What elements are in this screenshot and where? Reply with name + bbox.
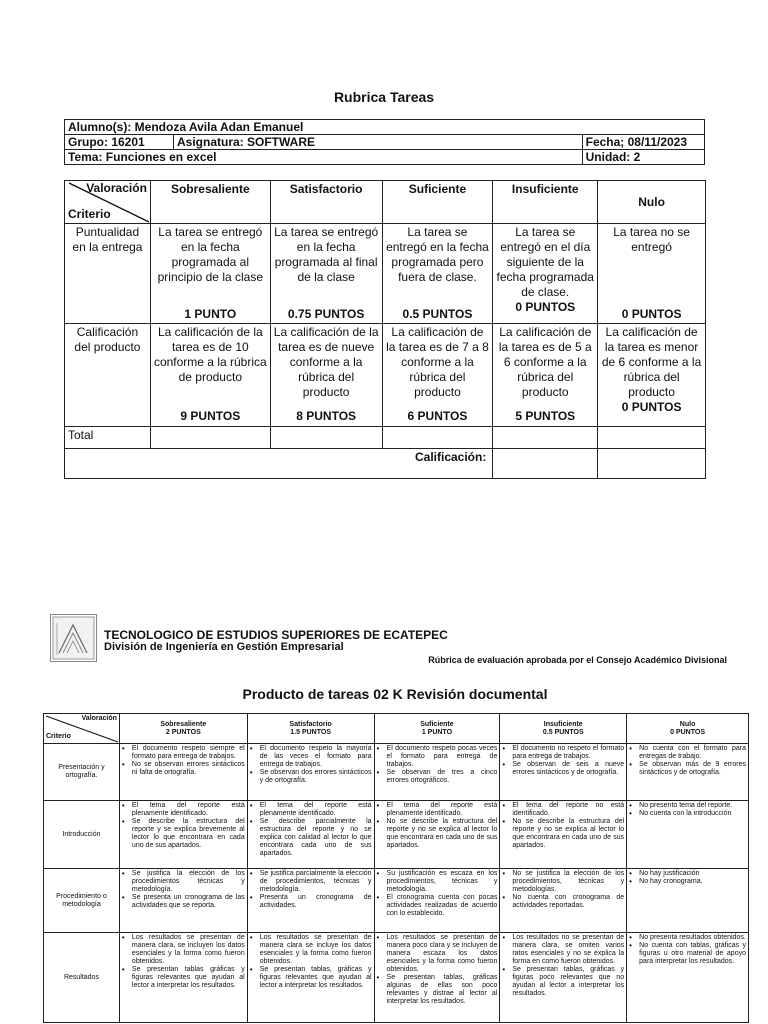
bullet-list xyxy=(250,934,372,990)
rubric-cell xyxy=(247,933,374,1023)
table-row xyxy=(44,801,749,869)
total-cell xyxy=(150,427,270,449)
rubric-body xyxy=(44,744,749,1023)
list-item: • Se describe parcialmente la estructura del reporte y no se explica con calidad al lector lo que encontrara cada uno de sus apartados. xyxy=(250,818,372,858)
bullet-list xyxy=(377,802,498,850)
list-item: • Su justificación es escaza en los procedimientos, técnicas y metodología. xyxy=(377,870,498,894)
cell-points: 1 PUNTO xyxy=(184,307,237,321)
cell-text: La calificación de la tarea es de 10 conforme a la rúbrica de producto xyxy=(153,325,267,384)
criterion-calificacion: Calificación del producto xyxy=(65,324,151,427)
rubric-cell xyxy=(493,324,598,427)
rubric-cell xyxy=(270,224,382,324)
list-item: • No hay justificación xyxy=(629,870,746,878)
approval-note: Rúbrica de evaluación aprobada por el Consejo Académico Divisional xyxy=(428,655,727,665)
rubric-cell xyxy=(493,224,598,324)
bullet-list xyxy=(122,870,245,910)
bullet-list xyxy=(629,802,746,818)
cell-points: 0 PUNTOS xyxy=(515,300,576,314)
list-item: • Se observan de tres a cinco errores ortográficos. xyxy=(377,769,498,785)
list-item: • No presenta resultados obtenidos. xyxy=(629,934,746,942)
list-item: • No presento tema del reporte. xyxy=(629,802,746,810)
header-insuficiente xyxy=(500,714,627,744)
logo-emblem-icon xyxy=(51,615,96,661)
header-points: 1 PUNTO xyxy=(421,728,453,736)
list-item: • No se justifica la elección de los procedimientos, técnicas y metodologías. xyxy=(502,870,624,894)
list-item: • El tema del reporte está plenamente identificado. xyxy=(122,802,245,818)
bullet-list xyxy=(502,870,624,910)
rubric-cell xyxy=(374,933,500,1023)
cell-text: La tarea se entregó en el día siguiente de la fecha programada de clase. xyxy=(496,225,594,299)
rubric-cell xyxy=(247,869,374,933)
header-insuficiente: Insuficiente xyxy=(493,181,598,224)
bullet-list xyxy=(250,870,372,910)
bullet-list xyxy=(629,745,746,777)
rubric-cell xyxy=(500,869,627,933)
header-satisfactorio xyxy=(247,714,374,744)
rubric-cell xyxy=(247,744,374,801)
rubric-cell xyxy=(627,801,749,869)
list-item: • Se presentan tablas, gráficas algunas de ellas son poco relevantes y distrae al lector al interpretar los resultados. xyxy=(377,974,498,1006)
list-item: • El tema del reporte está plenamente identificado. xyxy=(250,802,372,818)
document-title: Producto de tareas 02 K Revisión documental xyxy=(242,686,548,702)
header-name: Sobresaliente xyxy=(160,720,207,728)
bullet-list xyxy=(377,934,498,1006)
cell-points: 8 PUNTOS xyxy=(296,409,357,423)
list-item: • Se observan más de 9 errores sintácticos y de ortografía. xyxy=(629,761,746,777)
rubric-cell xyxy=(119,933,247,1023)
list-item: • No cuenta con el formato para entregas de trabajo. xyxy=(629,745,746,761)
rubric-cell xyxy=(374,801,500,869)
rubric-cell xyxy=(270,324,382,427)
total-cell xyxy=(493,427,598,449)
list-item: • Se observan de seis a nueve errores sintácticos y de ortografía. xyxy=(502,761,624,777)
rubric-cell xyxy=(500,801,627,869)
institution-logo xyxy=(50,614,97,662)
list-item: • El documento no respeto el formato para entrega de trabajos. xyxy=(502,745,624,761)
list-item: • No se observan errores sintácticos ni falta de ortografía. xyxy=(122,761,245,777)
document-rubric-table xyxy=(43,713,749,1023)
grade-value xyxy=(493,449,598,479)
institution-name: TECNOLOGICO DE ESTUDIOS SUPERIORES DE ECATEPEC xyxy=(104,628,448,642)
bullet-list xyxy=(502,934,624,998)
grade-label: Calificación: xyxy=(65,449,493,479)
list-item: • No cuenta con la introducción xyxy=(629,810,746,818)
total-cell xyxy=(382,427,493,449)
rubric-cell xyxy=(382,224,493,324)
list-item: • Se presentan tablas, gráficas y figuras relevantes que ayudan al lector a interpretar los resultados. xyxy=(250,966,372,990)
header-suficiente xyxy=(374,714,500,744)
list-item: • Los resultados se presentan de manera clara se incluye los datos esenciales y la forma como fueron obtenidos. xyxy=(250,934,372,966)
valuation-label: Valoración xyxy=(81,715,117,722)
rubric-cell xyxy=(374,744,500,801)
bullet-list xyxy=(250,745,372,785)
rubric-cell xyxy=(627,869,749,933)
rubric-cell xyxy=(627,933,749,1023)
rubric-cell xyxy=(500,933,627,1023)
list-item: • El documento respeto siempre el formato para entrega de trabajos. xyxy=(122,745,245,761)
bullet-list xyxy=(629,934,746,966)
cell-text: La tarea se entregó en la fecha programada al principio de la clase xyxy=(157,225,264,284)
cell-points: 0.5 PUNTOS xyxy=(402,307,473,321)
list-item: • El tema del reporte está plenamente identificado. xyxy=(377,802,498,818)
list-item: • El cronograma cuenta con pocas actividades realizadas de acuerdo con lo establecido. xyxy=(377,894,498,918)
header-name: Nulo xyxy=(679,720,696,728)
student-name: Alumno(s): Mendoza Avila Adan Emanuel xyxy=(65,120,705,135)
rubric-cell xyxy=(150,224,270,324)
cell-points: 0.75 PUNTOS xyxy=(287,307,365,321)
header-name: Satisfactorio xyxy=(289,720,332,728)
list-item: • Se presentan tablas, gráficas y figuras poco relevantes que no ayudan al lector a interpretar los resultados. xyxy=(502,966,624,998)
rubric-cell xyxy=(598,224,706,324)
total-cell xyxy=(598,427,706,449)
cell-text: La calificación de la tarea es menor de 6 conforme a la rúbrica del producto xyxy=(601,325,702,399)
rubric-table xyxy=(64,180,706,479)
cell-text: La calificación de la tarea es de 7 a 8 conforme a la rúbrica del producto xyxy=(386,325,489,399)
list-item: • No se describe la estructura del reporte y no se explica al lector lo que encontrara en cada uno de sus apartados. xyxy=(377,818,498,850)
cell-points: 0 PUNTOS xyxy=(621,307,682,321)
list-item: • Los resultados se presentan de manera clara, se incluyen los datos esenciales y la forma como fueron obtenidos. xyxy=(122,934,245,966)
header-name: Insuficiente xyxy=(543,720,583,728)
criterion-cell: Procedimiento o metodología xyxy=(44,869,120,933)
header-nulo: Nulo xyxy=(598,181,706,224)
rubric-cell xyxy=(150,324,270,427)
header-sobresaliente: Sobresaliente xyxy=(150,181,270,224)
criterion-cell: Resultados xyxy=(44,933,120,1023)
criterion-label: Criterio xyxy=(68,207,111,221)
list-item: • Los resultados se presentan de manera poco clara y se incluyen de manera escaza los datos esenciales y la forma como fueron obtenidos. xyxy=(377,934,498,974)
student-info-table xyxy=(64,119,705,165)
division-name: División de Ingeniería en Gestión Empresarial xyxy=(104,641,344,653)
bullet-list xyxy=(377,870,498,918)
list-item: • Se presentan tablas gráficas y figuras relevantes que ayudan al lector a interpretar los resultados. xyxy=(122,966,245,990)
bullet-list xyxy=(250,802,372,858)
cell-text: La tarea se entregó en la fecha programada al final de la clase xyxy=(274,225,379,284)
table-row xyxy=(44,744,749,801)
bullet-list xyxy=(122,802,245,850)
table-row xyxy=(44,933,749,1023)
date: Fecha; 08/11/2023 xyxy=(582,135,704,150)
rubric-cell xyxy=(627,744,749,801)
list-item: • No cuenta con tablas, gráficas y figuras u otro material de apoyo para interpretar los resultados. xyxy=(629,942,746,966)
cell-text: La calificación de la tarea es de nueve conforme a la rúbrica del producto xyxy=(273,325,379,399)
criterion-label: Criterio xyxy=(46,733,71,740)
rubric-cell xyxy=(374,869,500,933)
header-satisfactorio: Satisfactorio xyxy=(270,181,382,224)
grade-extra xyxy=(598,449,706,479)
corner-header xyxy=(65,181,151,224)
rubric-cell xyxy=(119,801,247,869)
bullet-list xyxy=(122,934,245,990)
rubric-cell xyxy=(119,744,247,801)
rubric-cell xyxy=(598,324,706,427)
bullet-list xyxy=(122,745,245,777)
list-item: • Se justifica parcialmente la elección de procedimientos, técnicas y metodología. xyxy=(250,870,372,894)
list-item: • El documento respeto la mayoría de las veces el formato para entrega de trabajos. xyxy=(250,745,372,769)
rubric-cell xyxy=(500,744,627,801)
bullet-list xyxy=(377,745,498,785)
cell-text: La tarea se entregó en la fecha programada pero fuera de clase. xyxy=(386,225,489,284)
criterion-puntualidad: Puntualidad en la entrega xyxy=(65,224,151,324)
list-item: • Se describe la estructura del reporte y se explica brevemente al lector lo que encontrara en cada uno de sus apartados. xyxy=(122,818,245,850)
table-row xyxy=(44,869,749,933)
unit: Unidad: 2 xyxy=(582,150,704,165)
valuation-label: Valoración xyxy=(86,181,147,195)
header-suficiente: Suficiente xyxy=(382,181,493,224)
list-item: • No hay cronograma. xyxy=(629,878,746,886)
bullet-list xyxy=(502,745,624,777)
header-points: 0 PUNTOS xyxy=(670,728,706,736)
list-item: • El documento respeto pocas veces el formato para entrega de trabajos. xyxy=(377,745,498,769)
list-item: • Se presenta un cronograma de las actividades que se reporta. xyxy=(122,894,245,910)
rubric-cell xyxy=(119,869,247,933)
list-item: • No se describe la estructura del reporte y no se explica al lector lo que encontrara en cada uno de sus apartados. xyxy=(502,818,624,850)
header-points: 2 PUNTOS xyxy=(165,728,201,736)
cell-text: La tarea no se entregó xyxy=(613,225,690,254)
header-points: 1.5 PUNTOS xyxy=(290,728,331,736)
cell-points: 5 PUNTOS xyxy=(515,409,576,423)
total-cell xyxy=(270,427,382,449)
cell-points: 9 PUNTOS xyxy=(180,409,241,423)
topic: Tema: Funciones en excel xyxy=(65,150,583,165)
rubric-cell xyxy=(247,801,374,869)
page-title: Rubrica Tareas xyxy=(333,89,435,105)
list-item: • No cuenta con cronograma de actividades reportadas. xyxy=(502,894,624,910)
list-item: • Se justifica la elección de los procedimientos técnicas y metodología. xyxy=(122,870,245,894)
header-sobresaliente xyxy=(119,714,247,744)
criterion-cell: Introducción xyxy=(44,801,120,869)
header-nulo xyxy=(627,714,749,744)
list-item: • Los resultados no se presentan de manera clara, se omiten varios ratos esenciales y no se explica la forma en como fueron obtenidos. xyxy=(502,934,624,966)
bullet-list xyxy=(502,802,624,850)
cell-points: 6 PUNTOS xyxy=(407,409,468,423)
list-item: • Se observan dos errores sintácticos y de ortografía. xyxy=(250,769,372,785)
total-label: Total xyxy=(65,427,151,449)
header-points: 0.5 PUNTOS xyxy=(542,728,584,736)
group: Grupo: 16201 xyxy=(65,135,174,150)
header-name: Suficiente xyxy=(420,720,454,728)
list-item: • Presenta un cronograma de actividades. xyxy=(250,894,372,910)
list-item: • El tema del reporte no está identificado. xyxy=(502,802,624,818)
criterion-cell: Presentación y ortografía. xyxy=(44,744,120,801)
cell-text: La calificación de la tarea es de 5 a 6 conforme a la rúbrica del producto xyxy=(498,325,592,399)
rubric-cell xyxy=(382,324,493,427)
subject: Asignatura: SOFTWARE xyxy=(174,135,583,150)
cell-points: 0 PUNTOS xyxy=(621,400,682,414)
corner-header xyxy=(44,714,120,744)
bullet-list xyxy=(629,870,746,886)
